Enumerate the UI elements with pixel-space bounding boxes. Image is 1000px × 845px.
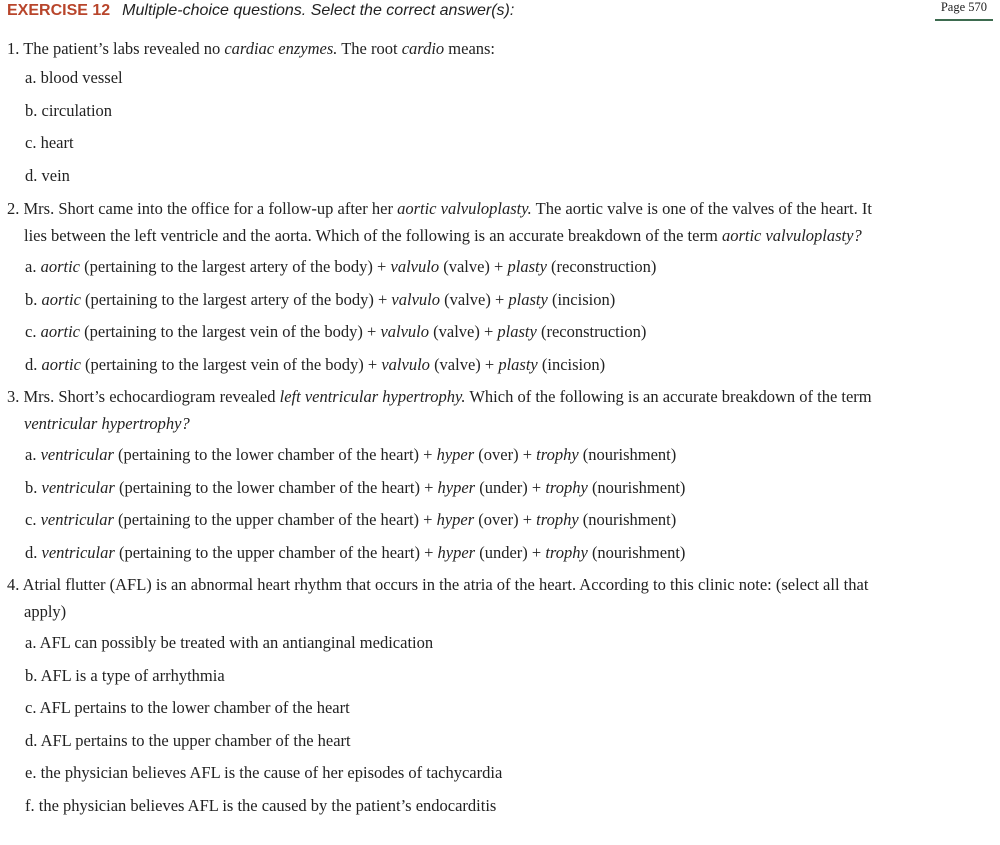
text-run: means: (444, 39, 496, 58)
italic-term: plasty (507, 257, 547, 276)
text-run: (pertaining to the upper chamber of the heart) + (114, 542, 438, 562)
italic-term: ventricular (40, 510, 114, 529)
question-list (0, 35, 1000, 822)
question-2 (0, 195, 1000, 381)
question-stem (0, 571, 1000, 625)
answer-options (0, 439, 1000, 569)
italic-term: hyper (437, 477, 476, 497)
italic-term: trophy (536, 445, 579, 464)
answer-options (0, 627, 1000, 822)
text-run: lies between the left ventricle and the aorta. Which of the following is an accurate breakdown of the term (24, 226, 722, 245)
text-run: apply) (24, 602, 67, 621)
text-run: The root (337, 39, 402, 58)
text-run: a. (25, 257, 41, 276)
text-run: (nourishment) (578, 445, 677, 464)
text-run: f. the physician believes AFL is the caused by the patient’s endocarditis (25, 795, 497, 815)
italic-term: ventricular (41, 542, 115, 562)
text-run: (pertaining to the lower chamber of the heart) + (113, 445, 437, 464)
italic-term: aortic valvuloplasty. (397, 199, 532, 218)
page-reference: Page 570 (935, 0, 993, 21)
text-run: (pertaining to the largest artery of the body) + (80, 289, 392, 309)
text-run: (reconstruction) (536, 322, 647, 341)
italic-term: trophy (545, 477, 588, 497)
italic-term: plasty (498, 354, 538, 374)
question-stem-line (7, 195, 996, 222)
text-run: (valve) + (429, 354, 499, 374)
question-stem-line (7, 35, 996, 62)
answer-option[interactable] (0, 757, 1000, 790)
text-run: The aortic valve is one of the valves of the heart. It (531, 199, 872, 218)
question-1 (0, 35, 1000, 192)
answer-option[interactable] (0, 160, 1000, 193)
answer-option[interactable] (0, 349, 1000, 382)
italic-term: hyper (436, 510, 475, 529)
italic-term: aortic (41, 289, 81, 309)
answer-option[interactable] (0, 62, 1000, 95)
text-run: b. (25, 289, 42, 309)
answer-option[interactable] (0, 790, 1000, 823)
question-stem (0, 383, 1000, 437)
text-run: (over) + (474, 445, 537, 464)
text-run: a. AFL can possibly be treated with an antianginal medication (25, 633, 434, 652)
text-run: 1. The patient’s labs revealed no (7, 39, 225, 58)
italic-term: trophy (545, 542, 588, 562)
text-run: c. heart (25, 133, 74, 152)
exercise-label: EXERCISE 12 (7, 2, 111, 19)
question-stem-line (7, 410, 190, 437)
text-run: c. AFL pertains to the lower chamber of the heart (25, 698, 350, 717)
text-run: (over) + (474, 510, 537, 529)
question-stem-line (7, 598, 66, 625)
question-stem-line (7, 571, 996, 598)
italic-term: valvulo (380, 322, 430, 341)
text-run: (nourishment) (587, 542, 686, 562)
answer-option[interactable] (0, 439, 1000, 472)
text-run: (valve) + (440, 289, 509, 309)
text-run: (nourishment) (578, 510, 677, 529)
text-run: 2. Mrs. Short came into the office for a follow-up after her (7, 199, 398, 218)
italic-term: aortic (40, 322, 80, 341)
answer-option[interactable] (0, 251, 1000, 284)
text-run: c. (25, 510, 41, 529)
text-run: a. (25, 445, 41, 464)
answer-option[interactable] (0, 692, 1000, 725)
italic-term: cardio (401, 39, 445, 58)
question-3 (0, 383, 1000, 569)
answer-option[interactable] (0, 472, 1000, 505)
answer-option[interactable] (0, 95, 1000, 128)
text-run: d. (25, 542, 42, 562)
exercise-header (7, 2, 514, 24)
italic-term: hyper (436, 445, 475, 464)
text-run: (under) + (475, 477, 546, 497)
text-run: (reconstruction) (546, 257, 657, 276)
italic-term: cardiac enzymes. (224, 39, 338, 58)
text-run: (pertaining to the largest artery of the body) + (80, 257, 391, 276)
text-run: d. vein (25, 165, 70, 185)
answer-option[interactable] (0, 284, 1000, 317)
italic-term: aortic (41, 354, 81, 374)
italic-term: aortic (40, 257, 80, 276)
question-stem-line (7, 222, 862, 249)
italic-term: hyper (437, 542, 476, 562)
text-run: (valve) + (429, 322, 498, 341)
text-run: b. (25, 477, 42, 497)
italic-term: ventricular hypertrophy? (24, 414, 190, 433)
answer-option[interactable] (0, 660, 1000, 693)
answer-options (0, 251, 1000, 381)
text-run: (pertaining to the largest vein of the body) + (80, 354, 382, 374)
text-run: (nourishment) (587, 477, 686, 497)
text-run: e. the physician believes AFL is the cause of her episodes of tachycardia (25, 763, 503, 782)
text-run: d. AFL pertains to the upper chamber of the heart (25, 730, 351, 750)
text-run: (pertaining to the largest vein of the body) + (80, 322, 381, 341)
text-run: 4. Atrial flutter (AFL) is an abnormal heart rhythm that occurs in the atria of the heart. According to this clinic note: (select all that (7, 575, 869, 594)
answer-option[interactable] (0, 127, 1000, 160)
text-run: (pertaining to the lower chamber of the heart) + (114, 477, 438, 497)
text-run: a. blood vessel (25, 68, 123, 87)
italic-term: plasty (508, 289, 548, 309)
text-run: (pertaining to the upper chamber of the heart) + (113, 510, 437, 529)
italic-term: left ventricular hypertrophy. (279, 387, 466, 406)
answer-option[interactable] (0, 627, 1000, 660)
question-stem (0, 35, 1000, 62)
text-run: (valve) + (439, 257, 508, 276)
question-4 (0, 571, 1000, 822)
italic-term: ventricular (41, 477, 115, 497)
text-run: d. (25, 354, 42, 374)
italic-term: ventricular (40, 445, 114, 464)
italic-term: valvulo (381, 354, 430, 374)
text-run: c. (25, 322, 41, 341)
text-run: b. circulation (25, 100, 113, 120)
answer-option[interactable] (0, 504, 1000, 537)
text-run: (incision) (537, 354, 606, 374)
italic-term: valvulo (391, 289, 440, 309)
answer-option[interactable] (0, 316, 1000, 349)
question-stem (0, 195, 1000, 249)
italic-term: aortic valvuloplasty? (721, 226, 862, 245)
italic-term: plasty (497, 322, 537, 341)
text-run: b. AFL is a type of arrhythmia (25, 665, 225, 685)
text-run: Which of the following is an accurate breakdown of the term (465, 387, 872, 406)
exercise-instructions: Multiple-choice questions. Select the correct answer(s): (122, 2, 515, 19)
question-stem-line (7, 383, 996, 410)
text-run: 3. Mrs. Short’s echocardiogram revealed (7, 387, 280, 406)
text-run: (under) + (475, 542, 546, 562)
answer-options (0, 62, 1000, 192)
italic-term: trophy (536, 510, 579, 529)
italic-term: valvulo (390, 257, 440, 276)
answer-option[interactable] (0, 725, 1000, 758)
answer-option[interactable] (0, 537, 1000, 570)
text-run: (incision) (547, 289, 616, 309)
